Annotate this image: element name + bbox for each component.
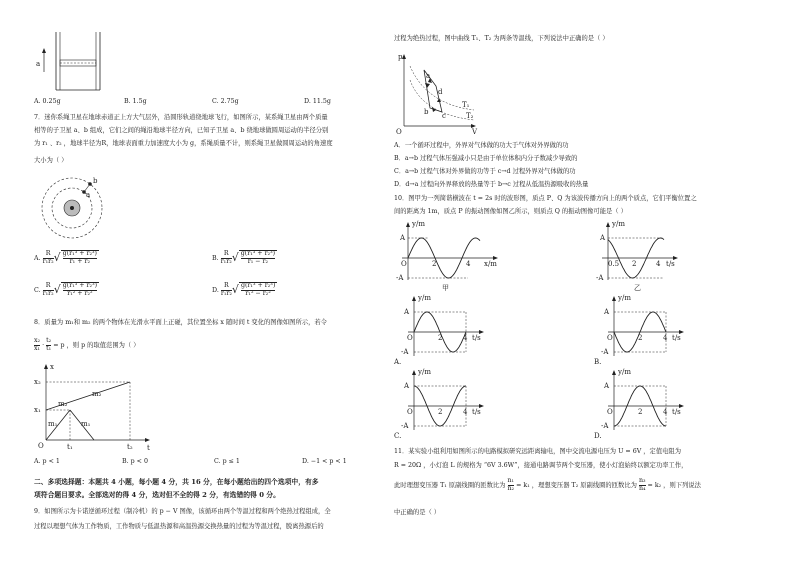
q6-option-c[interactable]: C. 2.75g: [212, 98, 239, 105]
q11-line-4: 中正确的是（ ）: [394, 509, 441, 516]
svg-text:4: 4: [663, 408, 668, 416]
svg-text:t/s: t/s: [672, 334, 681, 342]
q7-line-3: 为 r₁ 、r₂ ，地球半径为R，地球表面重力加速度大小为 g，系绳质量不计，则系绳卫星做圆周运动的角速度: [34, 140, 333, 147]
q8-origin: O: [38, 442, 44, 450]
pv-origin: O: [396, 128, 402, 136]
pv-point-c: c: [442, 112, 446, 120]
svg-text:A.: A.: [394, 358, 402, 366]
q8-option-b[interactable]: B. p < 0: [122, 458, 148, 465]
q8-xt-graph: [34, 362, 154, 452]
svg-text:y/m: y/m: [618, 368, 631, 376]
q8-line-2: $\frac{\text{x₂}}{\text{x₁}}$ · $\frac{\text{t₂}}{\text{t₁}}$ = p ，则 p 的取值范围为（ ）: [34, 337, 140, 352]
q8-m1-left: m₁: [48, 420, 58, 428]
svg-text:-A: -A: [601, 348, 609, 356]
q8-m2-left: m₂: [58, 400, 68, 408]
svg-text:-A: -A: [601, 422, 609, 430]
svg-text:y/m: y/m: [418, 368, 431, 376]
q7-option-d[interactable]: D. $\frac{R}{\text{r₁r₂}}$ √ $\frac{\text{g(r₁³ + r₂³)}}{\text{r₁² − r₂²}}$: [212, 281, 276, 298]
jia-axis-y: y/m: [412, 220, 425, 228]
svg-text:D.: D.: [594, 432, 602, 440]
q11-line-3: 此时理想变压器 T₁ 原副线圈的匝数比为 $\frac{\text{n₁}}{\text{n₂}}$ = k₁ ，理想变压器 T₂ 原副线圈的匝数比为 $\frac{\text{n₃}}{\text{n₄}}$ = k₂ ，则下列说法: [394, 477, 701, 492]
q8-axis-t: t: [147, 444, 150, 452]
svg-text:t/s: t/s: [672, 408, 681, 416]
q9-pv-diagram: [396, 52, 486, 134]
q7-option-c[interactable]: C. $\frac{R}{\text{r₁r₂}}$ √ $\frac{\text{g(r₁³ + r₂³)}}{\text{r₁² + r₂²}}$: [34, 281, 98, 298]
svg-text:4: 4: [463, 408, 468, 416]
q11-line-2: R = 20Ω ，小灯泡 L 的规格为 “6V 3.6W”，接通电路调节两个变压器，使小灯泡始终以额定功率工作，: [394, 462, 688, 469]
q8-m2-right: m₂: [92, 390, 102, 398]
svg-text:y/m: y/m: [418, 294, 431, 302]
svg-text:t/s: t/s: [472, 408, 481, 416]
yi-unit: t/s: [666, 260, 675, 268]
jia-unit: x/m: [484, 260, 497, 268]
svg-text:2: 2: [438, 408, 443, 416]
jia-tick-2: 2: [432, 260, 437, 268]
q6-option-a[interactable]: A. 0.25g: [34, 98, 61, 105]
pv-t1-label: T₁: [462, 101, 470, 109]
svg-text:O: O: [607, 334, 613, 342]
svg-text:O: O: [607, 408, 613, 416]
q11-frac-t1: $\frac{\text{n₁}}{\text{n₂}}$: [507, 477, 515, 492]
q6-option-b[interactable]: B. 1.5g: [124, 98, 147, 105]
yi-neg-a-label: -A: [596, 274, 604, 282]
pv-point-b: b: [424, 108, 429, 116]
q8-option-d[interactable]: D. −1 < p < 1: [302, 458, 347, 465]
svg-text:-A: -A: [401, 348, 409, 356]
section2-line-1: 二、多项选择题：本题共 4 小题，每小题 4 分，共 16 分，在每小题给出的四个选项中，有多: [34, 478, 319, 486]
q8-t2-label: t₂: [127, 443, 133, 451]
q7-sat-b-label: b: [93, 177, 98, 185]
svg-text:A: A: [604, 382, 610, 390]
q7-sat-a-label: a: [86, 191, 91, 199]
yi-axis-y: y/m: [612, 220, 625, 228]
svg-text:-A: -A: [401, 422, 409, 430]
svg-text:O: O: [407, 408, 413, 416]
q11-line-1: 11．某实验小组利用如图所示的电路模拟研究远距离输电，图中交流电源电压为 U = 6V ，定值电阻为: [394, 448, 682, 455]
q8-x2-label: x₂: [34, 378, 41, 386]
q10-option-graph-b[interactable]: [594, 296, 704, 366]
svg-text:2: 2: [638, 408, 643, 416]
q6-container-figure: [34, 0, 154, 90]
yi-tick-2: 2: [632, 260, 637, 268]
svg-text:t/s: t/s: [472, 334, 481, 342]
q7-orbit-figure: [38, 172, 118, 244]
q10-option-graph-d[interactable]: [594, 370, 704, 440]
q8-option-c[interactable]: C. p ≤ 1: [214, 458, 240, 465]
svg-text:O: O: [407, 334, 413, 342]
q8-option-a[interactable]: A. p < 1: [34, 458, 60, 465]
q8-t1-label: t₁: [67, 443, 73, 451]
svg-text:y/m: y/m: [618, 294, 631, 302]
jia-neg-a-label: -A: [396, 274, 404, 282]
pv-t2-label: T₂: [466, 112, 474, 120]
svg-text:C.: C.: [394, 432, 402, 440]
q9-option-b[interactable]: B．a→b 过程气体压强减小只是由于单位体积内分子数减少导致的: [394, 155, 578, 162]
svg-text:4: 4: [463, 334, 468, 342]
q7-line-4: 大小为（ ）: [34, 157, 68, 164]
svg-text:A: A: [404, 308, 410, 316]
q7-line-2: 相等的子卫星 a、b 组成，它们之间的绳沿地球半径方向，已知子卫星 a、b 绕地球做圆周运动的半径分别: [34, 127, 329, 134]
q7-line-1: 7．迷你系绳卫星在地球赤道正上方大气层外，沿圆形轨道绕地球飞行，如图所示，某系绳卫星由两个质量: [34, 114, 328, 121]
q8-x1-label: x₁: [34, 406, 41, 414]
yi-caption: 乙: [634, 284, 641, 292]
q9-option-c[interactable]: C．a→b 过程气体对外界做的功等于 c→d 过程外界对气体做的功: [394, 168, 576, 175]
q8-m1-right: m₁: [81, 420, 91, 428]
jia-caption: 甲: [442, 284, 449, 292]
yi-a-label: A: [600, 234, 606, 242]
q6-accel-label: a: [36, 60, 41, 68]
pv-point-d: d: [438, 88, 443, 96]
jia-origin: O: [401, 260, 407, 268]
jia-a-label: A: [400, 234, 406, 242]
q9-line-1: 9．如图所示为卡诺逆循环过程（制冷机）的 p − V 图像，该循环由两个等温过程和两个绝热过程组成，全: [34, 508, 331, 515]
pv-axis-p: p: [398, 53, 403, 61]
svg-text:4: 4: [663, 334, 668, 342]
q8-line-1: 8．质量为 m₁和 m₂ 的两个物体在光滑水平面上正碰，其位置坐标 x 随时间 t 变化的图像如图所示，若令: [34, 319, 327, 326]
q10-option-graph-c[interactable]: [394, 370, 504, 440]
q9-line-3: 过程为绝热过程，图中曲线 T₁、T₂ 为两条等温线，下列说法中正确的是（ ）: [394, 35, 609, 42]
q10-line-1: 10．图甲为一列简谐横波在 t = 2s 时的波形图，质点 P、Q 为该波传播方向上的两个质点，它们平衡位置之: [394, 195, 697, 202]
pv-point-a: a: [426, 72, 431, 80]
q8-axis-x: x: [50, 363, 54, 371]
q10-graph-yi: [594, 222, 704, 292]
svg-text:2: 2: [438, 334, 443, 342]
svg-text:A: A: [404, 382, 410, 390]
q10-graph-jia: [394, 222, 504, 292]
pv-axis-v: V: [472, 128, 478, 136]
q11-frac-t2: $\frac{\text{n₃}}{\text{n₄}}$: [638, 477, 646, 492]
q6-option-d[interactable]: D. 11.5g: [304, 98, 331, 105]
q10-option-graph-a[interactable]: [394, 296, 504, 366]
q8-frac-x: $\frac{\text{x₂}}{\text{x₁}}$: [34, 337, 41, 352]
q9-line-2: 过程以理想气体为工作物质，工作物质与低温热源和高温热源交换热量的过程为等温过程，脱离热源后的: [34, 523, 324, 530]
q10-line-2: 间的距离为 1m，质点 P 的振动图像如图乙所示，则质点 Q 的振动图像可能是（ ）: [394, 208, 627, 215]
svg-text:A: A: [604, 308, 610, 316]
q8-frac-t: $\frac{\text{t₂}}{\text{t₁}}$: [46, 337, 52, 352]
svg-text:B.: B.: [594, 358, 602, 366]
q7-option-b[interactable]: B. $\frac{R}{\text{r₁r₂}}$ √ $\frac{\text{g(r₁³ + r₂³)}}{\text{r₁ − r₂}}$: [212, 249, 276, 266]
q7-option-a[interactable]: A. $\frac{R}{\text{r₁r₂}}$ √ $\frac{\text{g(r₁³ + r₂³)}}{\text{r₁ + r₂}}$: [34, 249, 98, 266]
svg-text:2: 2: [638, 334, 643, 342]
jia-tick-4: 4: [466, 260, 471, 268]
yi-tick-4: 4: [656, 260, 661, 268]
yi-tick-05: 0.5: [608, 260, 620, 268]
q9-option-a[interactable]: A．一个循环过程中，外界对气体做的功大于气体对外界做的功: [394, 142, 569, 149]
section2-line-2: 项符合题目要求。全部选对的得 4 分，选对但不全的得 2 分，有选错的得 0 分。: [34, 491, 280, 499]
q9-option-d[interactable]: D．d→a 过程向外界释放的热量等于 b→c 过程从低温热源吸收的热量: [394, 181, 589, 188]
